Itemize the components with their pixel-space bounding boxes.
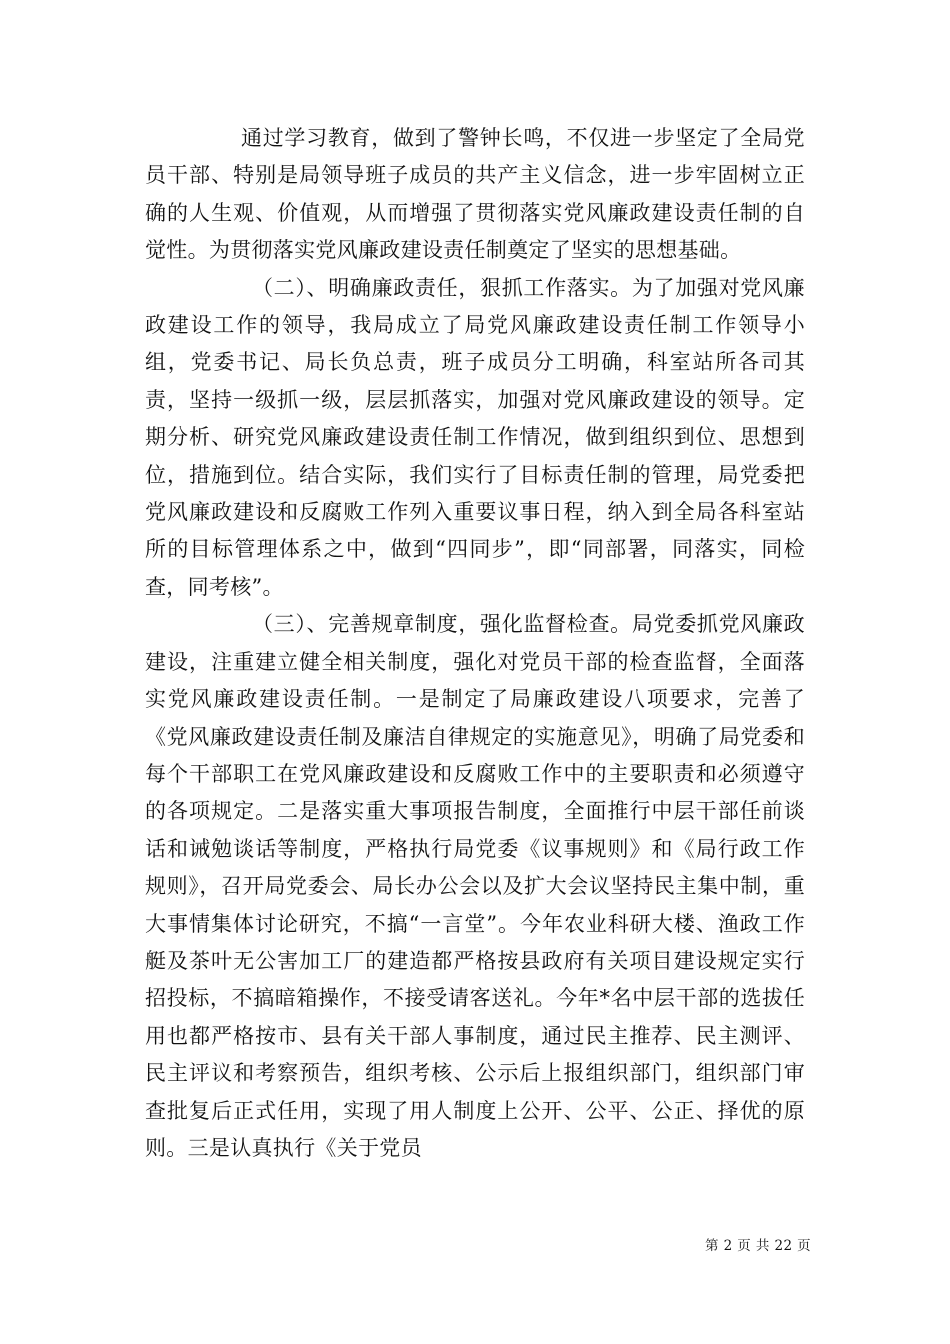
paragraph-section-two: （二）、明确廉政责任，狠抓工作落实。为了加强对党风廉政建设工作的领导，我局成立了局党风廉政建设责任制工作领导小组，党委书记、局长负总责，班子成员分工明确，科室站所各司其责，坚持一级抓一级，层层抓落实，加强对党风廉政建设的领导。定期分析、研究党风廉政建设责任制工作情况，做到组织到位、思想到位，措施到位。结合实际，我们实行了目标责任制的管理，局党委把党风廉政建设和反腐败工作列入重要议事日程，纳入到全局各科室站所的目标管理体系之中，做到“四同步”，即“同部署，同落实，同检查，同考核”。 bbox=[145, 275, 805, 599]
paragraph-section-three: （三）、完善规章制度，强化监督检查。局党委抓党风廉政建设，注重建立健全相关制度，强化对党员干部的检查监督，全面落实党风廉政建设责任制。一是制定了局廉政建设八项要求，完善了《党风廉政建设责任制及廉洁自律规定的实施意见》，明确了局党委和每个干部职工在党风廉政建设和反腐败工作中的主要职责和必须遵守的各项规定。二是落实重大事项报告制度，全面推行中层干部任前谈话和诫勉谈话等制度，严格执行局党委《议事规则》和《局行政工作规则》，召开局党委会、局长办公会以及扩大会议坚持民主集中制，重大事情集体讨论研究，不搞“一言堂”。今年农业科研大楼、渔政工作艇及茶叶无公害加工厂的建造都严格按县政府有关项目建设规定实行招投标，不搞暗箱操作，不接受请客送礼。今年*名中层干部的选拔任用也都严格按市、县有关干部人事制度，通过民主推荐、民主测评、民主评议和考察预告，组织考核、公示后上报组织部门，组织部门审查批复后正式任用，实现了用人制度上公开、公平、公正、择优的原则。三是认真执行《关于党员 bbox=[145, 612, 805, 1160]
paragraph-study-education: 通过学习教育，做到了警钟长鸣，不仅进一步坚定了全局党员干部、特别是局领导班子成员的共产主义信念，进一步牢固树立正确的人生观、价值观，从而增强了贯彻落实党风廉政建设责任制的自觉性。为贯彻落实党风廉政建设责任制奠定了坚实的思想基础。 bbox=[145, 126, 805, 263]
page-number-footer: 第 2 页 共 22 页 bbox=[705, 1238, 812, 1254]
document-body bbox=[145, 120, 805, 1167]
